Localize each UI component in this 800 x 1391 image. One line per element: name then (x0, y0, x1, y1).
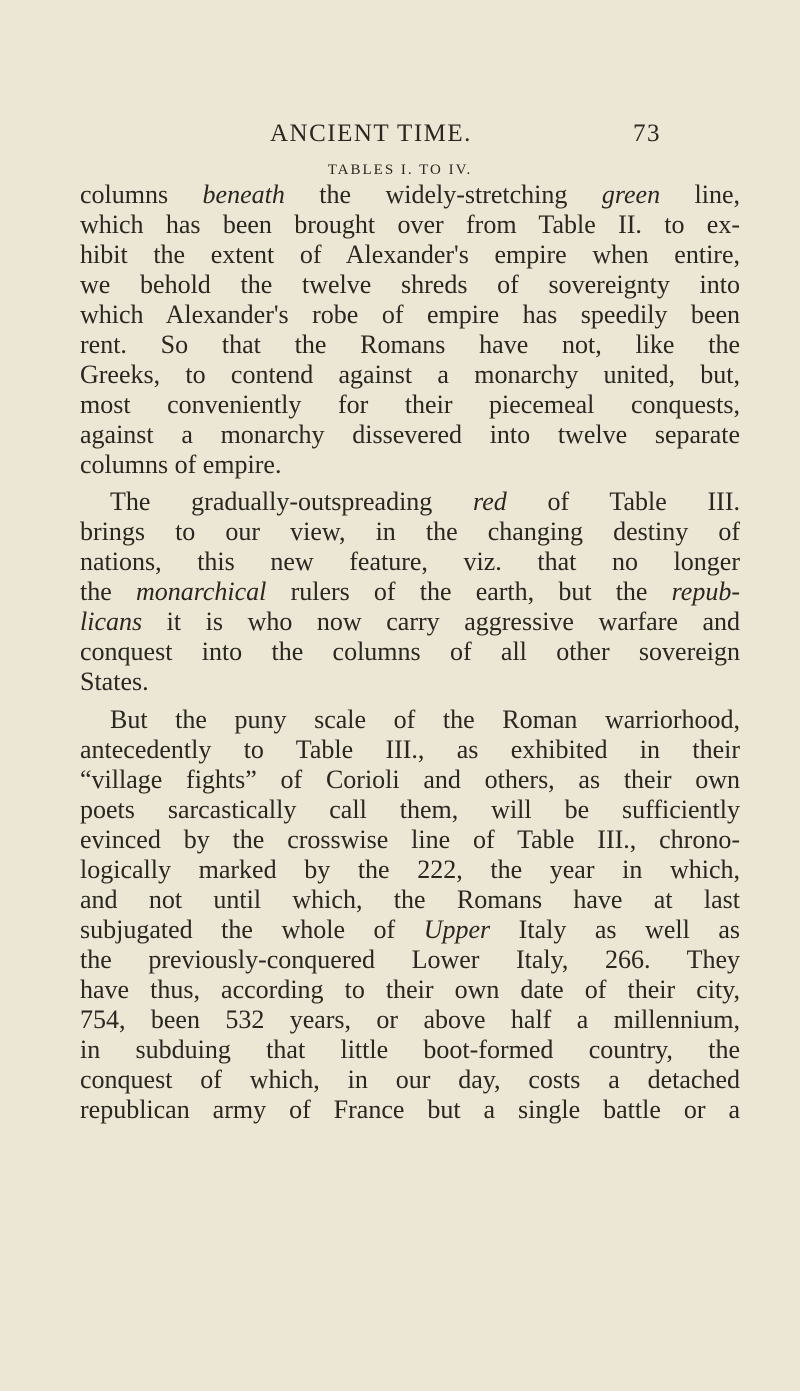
line-text: Italy as well as (490, 915, 740, 944)
line-text: But the puny scale of the Roman warriorhood, (110, 705, 740, 734)
text-line (80, 1005, 740, 1035)
text-line (80, 637, 740, 667)
text-line (80, 420, 740, 450)
line-text: the (80, 577, 136, 606)
line-text: “village fights” of Corioli and others, as their own (80, 765, 740, 794)
line-text: The gradually-outspreading (110, 487, 474, 516)
text-line (80, 180, 740, 210)
text-line (80, 240, 740, 270)
line-text: which Alexander's robe of empire has speedily been (80, 300, 740, 329)
text-line (80, 360, 740, 390)
line-text: Greeks, to contend against a monarchy united, but, (80, 360, 740, 389)
italic-text: green (601, 180, 661, 209)
text-line (80, 945, 740, 975)
text-line (80, 607, 740, 637)
text-line (80, 825, 740, 855)
line-text: and not until which, the Romans have at last (80, 885, 740, 914)
line-text: subjugated the whole of (80, 915, 424, 944)
text-line (80, 885, 740, 915)
line-text: brings to our view, in the changing destiny of (80, 517, 740, 546)
text-line (80, 795, 740, 825)
text-line (110, 487, 740, 517)
text-line (80, 915, 740, 945)
line-text: the widely-stretching (284, 180, 602, 209)
line-text: antecedently to Table III., as exhibited in their (80, 735, 740, 764)
text-line (80, 390, 740, 420)
text-line (80, 1035, 740, 1065)
text-line (80, 577, 740, 607)
text-line (80, 330, 740, 360)
section-subheading: TABLES I. TO IV. (327, 162, 473, 178)
italic-text: repub- (671, 577, 740, 606)
line-text: the previously-conquered Lower Italy, 266. They (80, 945, 740, 974)
italic-text: beneath (202, 180, 285, 209)
line-text: logically marked by the 222, the year in which, (80, 855, 740, 884)
line-text: nations, this new feature, viz. that no longer (80, 547, 740, 576)
italic-text: monarchical (135, 577, 267, 606)
line-text: it is who now carry aggressive warfare and (142, 607, 740, 636)
line-text: we behold the twelve shreds of sovereignty into (80, 270, 740, 299)
line-text: of Table III. (506, 487, 740, 516)
line-text: columns (80, 180, 203, 209)
line-text: against a monarchy dissevered into twelve separate (80, 420, 740, 449)
line-text: 754, been 532 years, or above half a millennium, (80, 1005, 740, 1034)
text-line (80, 300, 740, 330)
line-text: have thus, according to their own date of their city, (80, 975, 740, 1004)
page-number: 73 (633, 120, 661, 147)
line-text: line, (660, 180, 740, 209)
line-text: States. (80, 667, 149, 696)
line-text: evinced by the crosswise line of Table III., chrono- (80, 825, 740, 854)
line-text: which has been brought over from Table II. to ex- (80, 210, 740, 239)
text-line (80, 975, 740, 1005)
text-line (110, 705, 740, 735)
text-line (80, 517, 740, 547)
text-line (80, 1065, 740, 1095)
line-text: rulers of the earth, but the (266, 577, 672, 606)
line-text: poets sarcastically call them, will be sufficiently (80, 795, 740, 824)
line-text: in subduing that little boot-formed country, the (80, 1035, 740, 1064)
text-line (80, 210, 740, 240)
line-text: columns of empire. (80, 450, 282, 479)
text-line (80, 450, 740, 480)
italic-text: licans (80, 607, 143, 636)
text-line (80, 735, 740, 765)
line-text: republican army of France but a single battle or a (80, 1095, 740, 1124)
text-line (80, 1095, 740, 1125)
italic-text: red (473, 487, 507, 516)
line-text: hibit the extent of Alexander's empire when entire, (80, 240, 740, 269)
line-text: most conveniently for their piecemeal conquests, (80, 390, 740, 419)
text-line (80, 667, 740, 697)
italic-text: Upper (423, 915, 491, 944)
text-line (80, 765, 740, 795)
text-line (80, 270, 740, 300)
line-text: conquest into the columns of all other sovereign (80, 637, 740, 666)
running-title: ANCIENT TIME. (270, 120, 472, 147)
text-line (80, 855, 740, 885)
line-text: rent. So that the Romans have not, like the (80, 330, 740, 359)
line-text: conquest of which, in our day, costs a detached (80, 1065, 740, 1094)
text-line (80, 547, 740, 577)
